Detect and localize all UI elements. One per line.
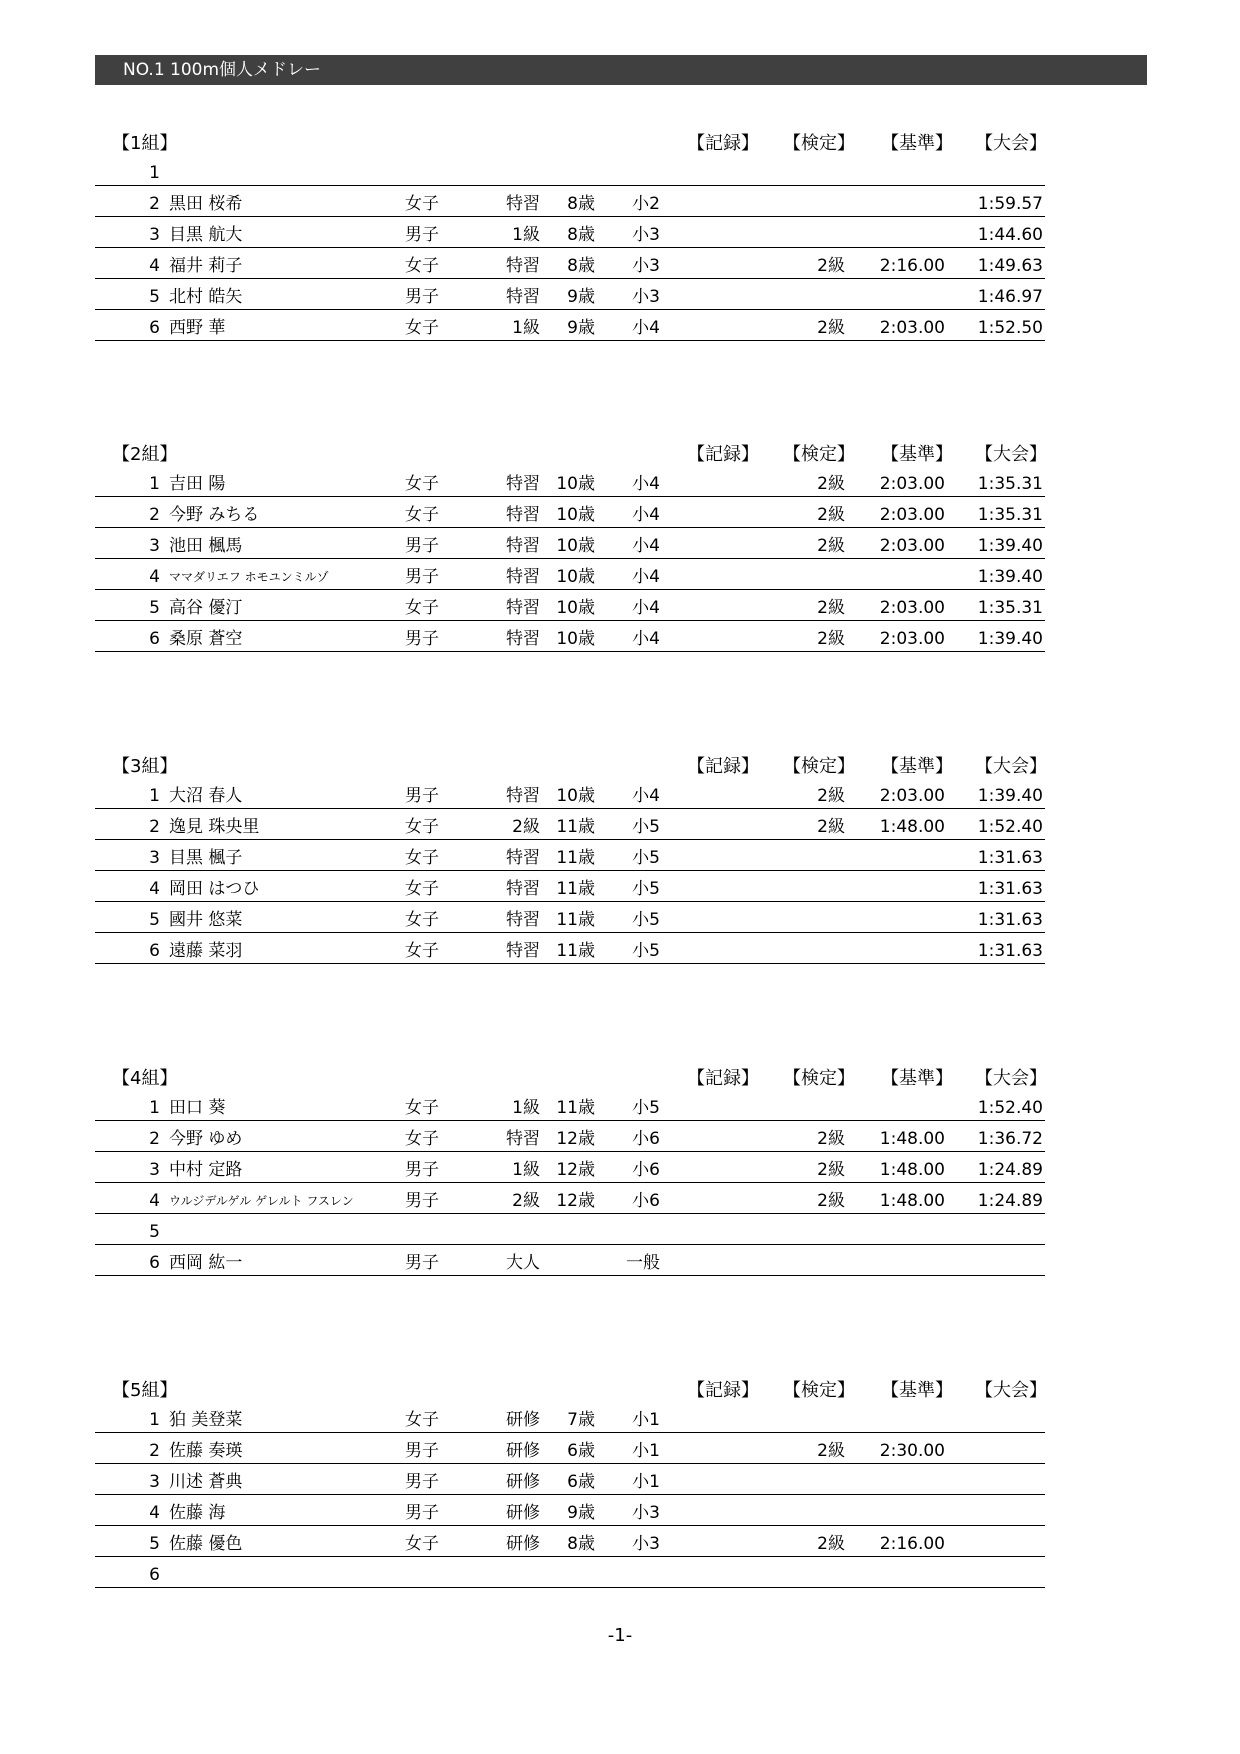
class-level: 2級	[512, 817, 540, 837]
heat-group	[95, 1052, 1045, 1276]
class-level: 2級	[512, 1191, 540, 1211]
column-header-record: 【記録】	[687, 444, 759, 465]
heat-group	[95, 740, 1045, 964]
group-label: 【2組】	[112, 444, 178, 465]
group-label: 【4組】	[112, 1068, 178, 1089]
lane-number: 1	[149, 163, 160, 183]
taikai-time: 1:31.63	[977, 910, 1043, 930]
page-number: -1-	[607, 1625, 633, 1646]
kentei-value: 2級	[817, 474, 845, 494]
column-header-kijun: 【基準】	[881, 1380, 953, 1401]
lane-number: 1	[149, 786, 160, 806]
lane-number: 6	[149, 318, 160, 338]
taikai-time: 1:39.40	[977, 629, 1043, 649]
age: 11歳	[556, 879, 595, 899]
table-row	[95, 1152, 1045, 1183]
school-grade: 小4	[632, 474, 660, 494]
school-grade: 小6	[632, 1191, 660, 1211]
class-level: 特習	[506, 194, 540, 214]
gender: 男子	[405, 1191, 439, 1211]
gender: 男子	[405, 1503, 439, 1523]
age: 8歳	[567, 225, 595, 245]
school-grade: 小3	[632, 1503, 660, 1523]
swimmer-name: 川述 蒼典	[169, 1472, 243, 1492]
school-grade: 小5	[632, 817, 660, 837]
swimmer-name: ウルジデルゲル ゲレルト フスレン	[169, 1194, 354, 1208]
age: 11歳	[556, 910, 595, 930]
gender: 女子	[405, 879, 439, 899]
kentei-value: 2級	[817, 1160, 845, 1180]
taikai-time: 1:49.63	[977, 256, 1043, 276]
column-header-taikai: 【大会】	[975, 444, 1047, 465]
table-row	[95, 559, 1045, 590]
kijun-time: 2:03.00	[879, 536, 945, 556]
swimmer-name: 田口 葵	[169, 1098, 226, 1118]
kijun-time: 1:48.00	[879, 1129, 945, 1149]
school-grade: 小4	[632, 567, 660, 587]
school-grade: 小4	[632, 318, 660, 338]
column-header-record: 【記録】	[687, 756, 759, 777]
table-row	[95, 217, 1045, 248]
class-level: 研修	[506, 1441, 540, 1461]
kijun-time: 2:03.00	[879, 629, 945, 649]
column-header-kentei: 【検定】	[783, 756, 855, 777]
swimmer-name: 黒田 桜希	[169, 194, 243, 214]
age: 11歳	[556, 848, 595, 868]
kijun-time: 2:03.00	[879, 474, 945, 494]
kijun-time: 2:03.00	[879, 786, 945, 806]
table-row	[95, 871, 1045, 902]
taikai-time: 1:39.40	[977, 567, 1043, 587]
kijun-time: 2:16.00	[879, 1534, 945, 1554]
header-bar	[95, 55, 1147, 85]
lane-number: 2	[149, 1441, 160, 1461]
gender: 女子	[405, 848, 439, 868]
swimmer-name: 桑原 蒼空	[169, 629, 243, 649]
age: 10歳	[556, 474, 595, 494]
age: 8歳	[567, 194, 595, 214]
table-row	[95, 186, 1045, 217]
swimmer-name: 岡田 はつひ	[169, 879, 260, 899]
kentei-value: 2級	[817, 817, 845, 837]
swimmer-name: 中村 定路	[169, 1160, 243, 1180]
column-header-record: 【記録】	[687, 133, 759, 154]
class-level: 特習	[506, 786, 540, 806]
swimmer-name: 西野 華	[169, 318, 226, 338]
table-row	[95, 621, 1045, 652]
taikai-time: 1:31.63	[977, 848, 1043, 868]
class-level: 特習	[506, 536, 540, 556]
class-level: 研修	[506, 1472, 540, 1492]
kijun-time: 1:48.00	[879, 1160, 945, 1180]
school-grade: 小1	[632, 1472, 660, 1492]
age: 11歳	[556, 1098, 595, 1118]
taikai-time: 1:52.40	[977, 1098, 1043, 1118]
kentei-value: 2級	[817, 598, 845, 618]
class-level: 特習	[506, 505, 540, 525]
group-label: 【5組】	[112, 1380, 178, 1401]
class-level: 研修	[506, 1534, 540, 1554]
table-row	[95, 1557, 1045, 1588]
swimmer-name: 目黒 航大	[169, 225, 243, 245]
swimmer-name: 大沼 春人	[169, 786, 243, 806]
age: 6歳	[567, 1472, 595, 1492]
taikai-time: 1:39.40	[977, 786, 1043, 806]
group-header	[95, 117, 1045, 155]
taikai-time: 1:35.31	[977, 474, 1043, 494]
column-header-kijun: 【基準】	[881, 756, 953, 777]
class-level: 特習	[506, 474, 540, 494]
column-header-kentei: 【検定】	[783, 1068, 855, 1089]
gender: 男子	[405, 1441, 439, 1461]
swimmer-name: 西岡 紘一	[169, 1253, 243, 1273]
table-row	[95, 840, 1045, 871]
table-row	[95, 310, 1045, 341]
table-row	[95, 1526, 1045, 1557]
school-grade: 小5	[632, 910, 660, 930]
group-label: 【1組】	[112, 133, 178, 154]
gender: 男子	[405, 786, 439, 806]
taikai-time: 1:24.89	[977, 1160, 1043, 1180]
table-row	[95, 1464, 1045, 1495]
swimmer-name: 逸見 珠央里	[169, 817, 260, 837]
table-row	[95, 248, 1045, 279]
group-label: 【3組】	[112, 756, 178, 777]
lane-number: 6	[149, 629, 160, 649]
age: 10歳	[556, 567, 595, 587]
class-level: 研修	[506, 1410, 540, 1430]
school-grade: 小5	[632, 848, 660, 868]
kentei-value: 2級	[817, 1191, 845, 1211]
table-row	[95, 1214, 1045, 1245]
lane-number: 1	[149, 474, 160, 494]
lane-number: 4	[149, 1503, 160, 1523]
gender: 男子	[405, 1160, 439, 1180]
lane-number: 4	[149, 1191, 160, 1211]
gender: 男子	[405, 567, 439, 587]
kentei-value: 2級	[817, 318, 845, 338]
class-level: 研修	[506, 1503, 540, 1523]
school-grade: 一般	[626, 1253, 660, 1273]
school-grade: 小3	[632, 225, 660, 245]
swimmer-name: 國井 悠菜	[169, 910, 243, 930]
kijun-time: 1:48.00	[879, 817, 945, 837]
class-level: 特習	[506, 567, 540, 587]
age: 12歳	[556, 1191, 595, 1211]
class-level: 特習	[506, 256, 540, 276]
class-level: 特習	[506, 629, 540, 649]
gender: 女子	[405, 256, 439, 276]
age: 9歳	[567, 287, 595, 307]
taikai-time: 1:35.31	[977, 505, 1043, 525]
age: 10歳	[556, 629, 595, 649]
lane-number: 3	[149, 225, 160, 245]
class-level: 特習	[506, 941, 540, 961]
swimmer-name: 今野 ゆめ	[169, 1129, 243, 1149]
age: 10歳	[556, 598, 595, 618]
lane-number: 6	[149, 941, 160, 961]
table-row	[95, 1183, 1045, 1214]
gender: 女子	[405, 1534, 439, 1554]
school-grade: 小5	[632, 941, 660, 961]
taikai-time: 1:24.89	[977, 1191, 1043, 1211]
kijun-time: 2:30.00	[879, 1441, 945, 1461]
table-row	[95, 1433, 1045, 1464]
class-level: 特習	[506, 848, 540, 868]
class-level: 特習	[506, 287, 540, 307]
gender: 男子	[405, 225, 439, 245]
lane-number: 3	[149, 1160, 160, 1180]
swimmer-name: 今野 みちる	[169, 505, 260, 525]
lane-number: 4	[149, 879, 160, 899]
school-grade: 小5	[632, 1098, 660, 1118]
swimmer-name: 池田 楓馬	[169, 536, 243, 556]
swimmer-name: 遠藤 菜羽	[169, 941, 243, 961]
column-header-kentei: 【検定】	[783, 444, 855, 465]
group-header	[95, 1364, 1045, 1402]
age: 10歳	[556, 786, 595, 806]
kentei-value: 2級	[817, 1129, 845, 1149]
column-header-record: 【記録】	[687, 1068, 759, 1089]
table-row	[95, 528, 1045, 559]
gender: 男子	[405, 1472, 439, 1492]
gender: 女子	[405, 910, 439, 930]
lane-number: 5	[149, 1534, 160, 1554]
lane-number: 1	[149, 1098, 160, 1118]
lane-number: 2	[149, 194, 160, 214]
taikai-time: 1:52.50	[977, 318, 1043, 338]
table-row	[95, 902, 1045, 933]
lane-number: 3	[149, 1472, 160, 1492]
taikai-time: 1:46.97	[977, 287, 1043, 307]
page-title: NO.1 100m個人メドレー	[123, 60, 322, 80]
gender: 女子	[405, 474, 439, 494]
kijun-time: 2:03.00	[879, 598, 945, 618]
gender: 女子	[405, 505, 439, 525]
table-row	[95, 1245, 1045, 1276]
school-grade: 小5	[632, 879, 660, 899]
group-header	[95, 740, 1045, 778]
school-grade: 小1	[632, 1410, 660, 1430]
lane-number: 6	[149, 1253, 160, 1273]
gender: 女子	[405, 598, 439, 618]
class-level: 特習	[506, 1129, 540, 1149]
kentei-value: 2級	[817, 256, 845, 276]
age: 6歳	[567, 1441, 595, 1461]
kentei-value: 2級	[817, 629, 845, 649]
kentei-value: 2級	[817, 505, 845, 525]
table-row	[95, 155, 1045, 186]
class-level: 大人	[506, 1253, 540, 1273]
age: 9歳	[567, 318, 595, 338]
table-row	[95, 778, 1045, 809]
column-header-taikai: 【大会】	[975, 1068, 1047, 1089]
swimmer-name: 北村 皓矢	[169, 287, 243, 307]
column-header-taikai: 【大会】	[975, 133, 1047, 154]
lane-number: 5	[149, 910, 160, 930]
class-level: 特習	[506, 910, 540, 930]
age: 11歳	[556, 941, 595, 961]
lane-number: 2	[149, 505, 160, 525]
table-row	[95, 1121, 1045, 1152]
school-grade: 小4	[632, 598, 660, 618]
lane-number: 5	[149, 287, 160, 307]
column-header-taikai: 【大会】	[975, 1380, 1047, 1401]
table-row	[95, 279, 1045, 310]
column-header-kentei: 【検定】	[783, 133, 855, 154]
taikai-time: 1:31.63	[977, 879, 1043, 899]
gender: 女子	[405, 318, 439, 338]
age: 8歳	[567, 1534, 595, 1554]
school-grade: 小1	[632, 1441, 660, 1461]
group-header	[95, 428, 1045, 466]
table-row	[95, 1495, 1045, 1526]
kijun-time: 2:16.00	[879, 256, 945, 276]
taikai-time: 1:52.40	[977, 817, 1043, 837]
gender: 女子	[405, 941, 439, 961]
class-level: 特習	[506, 598, 540, 618]
school-grade: 小4	[632, 536, 660, 556]
age: 12歳	[556, 1160, 595, 1180]
taikai-time: 1:36.72	[977, 1129, 1043, 1149]
table-row	[95, 590, 1045, 621]
lane-number: 5	[149, 598, 160, 618]
swimmer-name: 佐藤 奏瑛	[169, 1441, 243, 1461]
column-header-kijun: 【基準】	[881, 1068, 953, 1089]
kentei-value: 2級	[817, 786, 845, 806]
taikai-time: 1:35.31	[977, 598, 1043, 618]
age: 11歳	[556, 817, 595, 837]
age: 10歳	[556, 536, 595, 556]
lane-number: 5	[149, 1222, 160, 1242]
gender: 女子	[405, 1129, 439, 1149]
column-header-kijun: 【基準】	[881, 133, 953, 154]
heat-group	[95, 1364, 1045, 1588]
class-level: 1級	[512, 1098, 540, 1118]
school-grade: 小2	[632, 194, 660, 214]
gender: 男子	[405, 287, 439, 307]
class-level: 1級	[512, 318, 540, 338]
kentei-value: 2級	[817, 1441, 845, 1461]
swimmer-name: 狛 美登菜	[169, 1410, 243, 1430]
school-grade: 小6	[632, 1129, 660, 1149]
column-header-kijun: 【基準】	[881, 444, 953, 465]
gender: 男子	[405, 629, 439, 649]
kijun-time: 2:03.00	[879, 505, 945, 525]
gender: 女子	[405, 817, 439, 837]
swimmer-name: 目黒 楓子	[169, 848, 243, 868]
class-level: 1級	[512, 1160, 540, 1180]
swimmer-name: 佐藤 海	[169, 1503, 226, 1523]
school-grade: 小4	[632, 786, 660, 806]
kentei-value: 2級	[817, 1534, 845, 1554]
gender: 女子	[405, 1098, 439, 1118]
gender: 女子	[405, 194, 439, 214]
taikai-time: 1:39.40	[977, 536, 1043, 556]
lane-number: 4	[149, 567, 160, 587]
taikai-time: 1:44.60	[977, 225, 1043, 245]
heat-group	[95, 117, 1045, 341]
lane-number: 6	[149, 1565, 160, 1585]
group-header	[95, 1052, 1045, 1090]
kijun-time: 1:48.00	[879, 1191, 945, 1211]
age: 12歳	[556, 1129, 595, 1149]
column-header-taikai: 【大会】	[975, 756, 1047, 777]
table-row	[95, 466, 1045, 497]
heat-group	[95, 428, 1045, 652]
school-grade: 小3	[632, 256, 660, 276]
age: 7歳	[567, 1410, 595, 1430]
column-header-kentei: 【検定】	[783, 1380, 855, 1401]
kentei-value: 2級	[817, 536, 845, 556]
lane-number: 2	[149, 817, 160, 837]
swimmer-name: 吉田 陽	[169, 474, 226, 494]
swimmer-name: 福井 莉子	[169, 256, 243, 276]
swimmer-name: ママダリエフ ホモユンミルゾ	[169, 570, 329, 584]
kijun-time: 2:03.00	[879, 318, 945, 338]
gender: 男子	[405, 536, 439, 556]
school-grade: 小3	[632, 1534, 660, 1554]
column-header-record: 【記録】	[687, 1380, 759, 1401]
class-level: 特習	[506, 879, 540, 899]
gender: 女子	[405, 1410, 439, 1430]
school-grade: 小4	[632, 505, 660, 525]
school-grade: 小6	[632, 1160, 660, 1180]
lane-number: 4	[149, 256, 160, 276]
age: 10歳	[556, 505, 595, 525]
gender: 男子	[405, 1253, 439, 1273]
lane-number: 3	[149, 536, 160, 556]
table-row	[95, 809, 1045, 840]
table-row	[95, 497, 1045, 528]
taikai-time: 1:31.63	[977, 941, 1043, 961]
lane-number: 2	[149, 1129, 160, 1149]
lane-number: 1	[149, 1410, 160, 1430]
school-grade: 小3	[632, 287, 660, 307]
school-grade: 小4	[632, 629, 660, 649]
taikai-time: 1:59.57	[977, 194, 1043, 214]
swimmer-name: 高谷 優汀	[169, 598, 243, 618]
table-row	[95, 933, 1045, 964]
age: 9歳	[567, 1503, 595, 1523]
age: 8歳	[567, 256, 595, 276]
lane-number: 3	[149, 848, 160, 868]
class-level: 1級	[512, 225, 540, 245]
table-row	[95, 1402, 1045, 1433]
swimmer-name: 佐藤 優色	[169, 1534, 243, 1554]
table-row	[95, 1090, 1045, 1121]
